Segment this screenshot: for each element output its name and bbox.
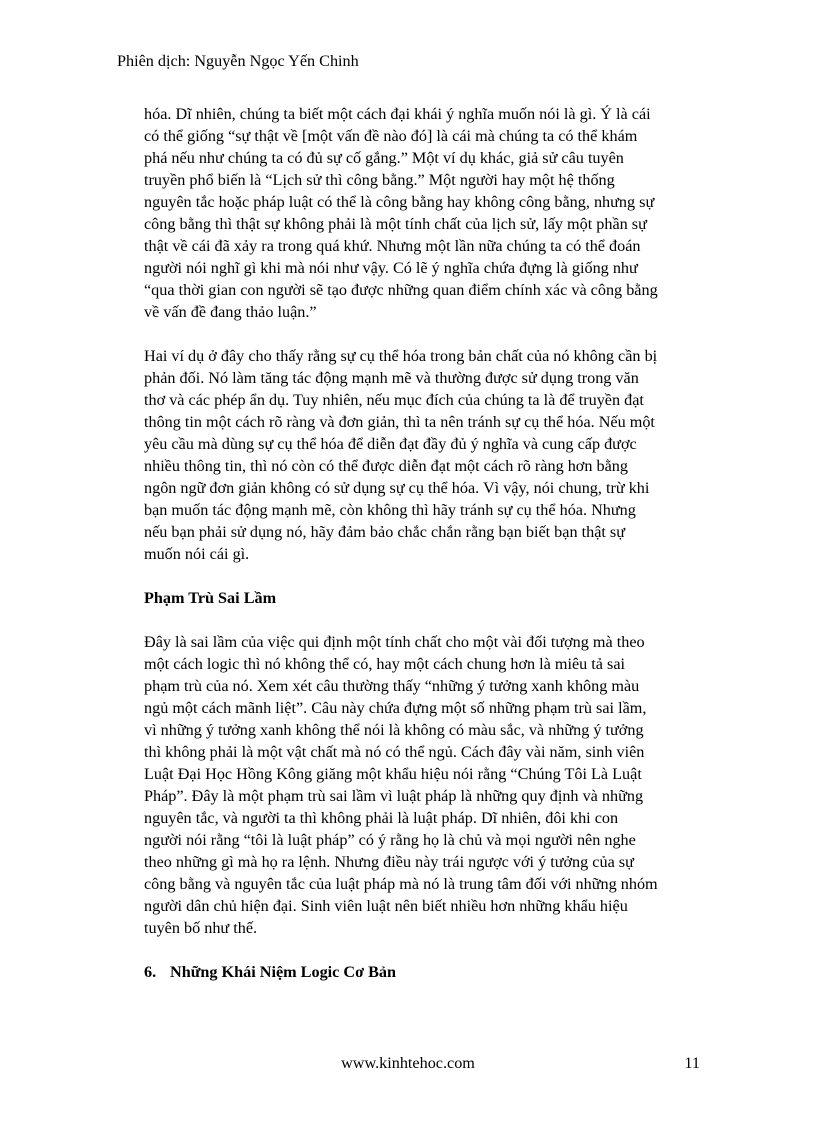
text-line: công bằng và nguyên tắc của luật pháp mà nó là trung tâm đối với những nhóm bbox=[144, 875, 658, 893]
text-line: “qua thời gian con người sẽ tạo được những quan điểm chính xác và công bằng bbox=[144, 281, 658, 299]
text-line: phản đối. Nó làm tăng tác động mạnh mẽ và thường được sử dụng trong văn bbox=[144, 369, 639, 387]
text-line: thông tin một cách rõ ràng và đơn giản, thì ta nên tránh sự cụ thể hóa. Nếu một bbox=[144, 413, 655, 431]
text-line: ngủ một cách mãnh liệt”. Câu này chứa đựng một số những phạm trù sai lầm, bbox=[144, 699, 647, 717]
chapter-heading bbox=[144, 961, 704, 983]
paragraph-2 bbox=[144, 345, 704, 565]
text-line: hóa. Dĩ nhiên, chúng ta biết một cách đại khái ý nghĩa muốn nói là gì. Ý là cái bbox=[144, 105, 651, 123]
text-line: người nói nghĩ gì khi mà nói như vậy. Có lẽ ý nghĩa chứa đựng là giống như bbox=[144, 259, 638, 277]
text-line: người nói rằng “tôi là luật pháp” có ý rằng họ là chủ và mọi người nên nghe bbox=[144, 831, 636, 849]
chapter-number: 6. bbox=[144, 963, 157, 981]
text-line: người dân chủ hiện đại. Sinh viên luật nên biết nhiều hơn những khẩu hiệu bbox=[144, 897, 628, 915]
page-header: Phiên dịch: Nguyễn Ngọc Yến Chinh bbox=[117, 52, 359, 70]
text-line: phá nếu như chúng ta có đủ sự cố gắng.” Một ví dụ khác, giả sử câu tuyên bbox=[144, 149, 624, 167]
section-paragraph bbox=[144, 631, 704, 939]
text-line: một cách logic thì nó không thể có, hay một cách chung hơn là miêu tả sai bbox=[144, 655, 626, 673]
text-line: phạm trù của nó. Xem xét câu thường thấy “những ý tưởng xanh không màu bbox=[144, 677, 640, 695]
text-line: bạn muốn tác động mạnh mẽ, còn không thì hãy tránh sự cụ thể hóa. Nhưng bbox=[144, 501, 636, 519]
text-line: Luật Đại Học Hồng Kông giăng một khẩu hiệu nói rằng “Chúng Tôi Là Luật bbox=[144, 765, 642, 783]
section-heading: Phạm Trù Sai Lầm bbox=[144, 589, 277, 607]
text-line: nguyên tắc hoặc pháp luật có thể là công bằng hay không công bằng, nhưng sự bbox=[144, 193, 655, 211]
text-line: về vấn đề đang thảo luận.” bbox=[144, 303, 317, 321]
text-line: nguyên tắc, và người ta thì không phải là luật pháp. Dĩ nhiên, đôi khi con bbox=[144, 809, 619, 827]
text-line: yêu cầu mà dùng sự cụ thể hóa để diễn đạt đầy đủ ý nghĩa và cung cấp được bbox=[144, 435, 637, 453]
text-line: nếu bạn phải sử dụng nó, hãy đảm bảo chắc chắn rằng bạn biết bạn thật sự bbox=[144, 523, 625, 541]
text-line: công bằng thì thật sự không phải là một tính chất của lịch sử, lấy một phần sự bbox=[144, 215, 647, 233]
text-line: ngôn ngữ đơn giản không có sử dụng sự cụ thể hóa. Vì vậy, nói chung, trừ khi bbox=[144, 479, 650, 497]
main-content bbox=[144, 103, 704, 983]
text-line: Hai ví dụ ở đây cho thấy rằng sự cụ thể hóa trong bản chất của nó không cần bị bbox=[144, 347, 658, 365]
text-line: có thể giống “sự thật về [một vấn đề nào đó] là cái mà chúng ta có thể khám bbox=[144, 127, 638, 145]
text-line: thật về cái đã xảy ra trong quá khứ. Nhưng một lần nữa chúng ta có thể đoán bbox=[144, 237, 641, 255]
text-line: vì những ý tưởng xanh không thể nói là không có màu sắc, và những ý tưởng bbox=[144, 721, 644, 739]
text-line: nhiều thông tin, thì nó còn có thể được diễn đạt một cách rõ ràng hơn bằng bbox=[144, 457, 628, 475]
text-line: tuyên bố như thế. bbox=[144, 919, 258, 937]
paragraph-1 bbox=[144, 103, 704, 323]
text-line: thơ và các phép ẩn dụ. Tuy nhiên, nếu mục đích của chúng ta là để truyền đạt bbox=[144, 391, 644, 409]
text-line: muốn nói cái gì. bbox=[144, 545, 250, 563]
text-line: theo những gì mà họ ra lệnh. Nhưng điều này trái ngược với ý tưởng của sự bbox=[144, 853, 634, 871]
text-line: truyền phổ biến là “Lịch sử thì công bằng.” Một người hay một hệ thống bbox=[144, 171, 615, 189]
text-line: thì không phải là một vật chất mà nó có thể ngủ. Cách đây vài năm, sinh viên bbox=[144, 743, 645, 761]
chapter-title: Những Khái Niệm Logic Cơ Bản bbox=[170, 963, 396, 981]
text-line: Pháp”. Đây là một phạm trù sai lầm vì luật pháp là những quy định và những bbox=[144, 787, 644, 805]
footer-url: www.kinhtehoc.com bbox=[341, 1054, 475, 1072]
page-number: 11 bbox=[684, 1054, 700, 1072]
text-line: Đây là sai lầm của việc qui định một tính chất cho một vài đối tượng mà theo bbox=[144, 633, 645, 651]
